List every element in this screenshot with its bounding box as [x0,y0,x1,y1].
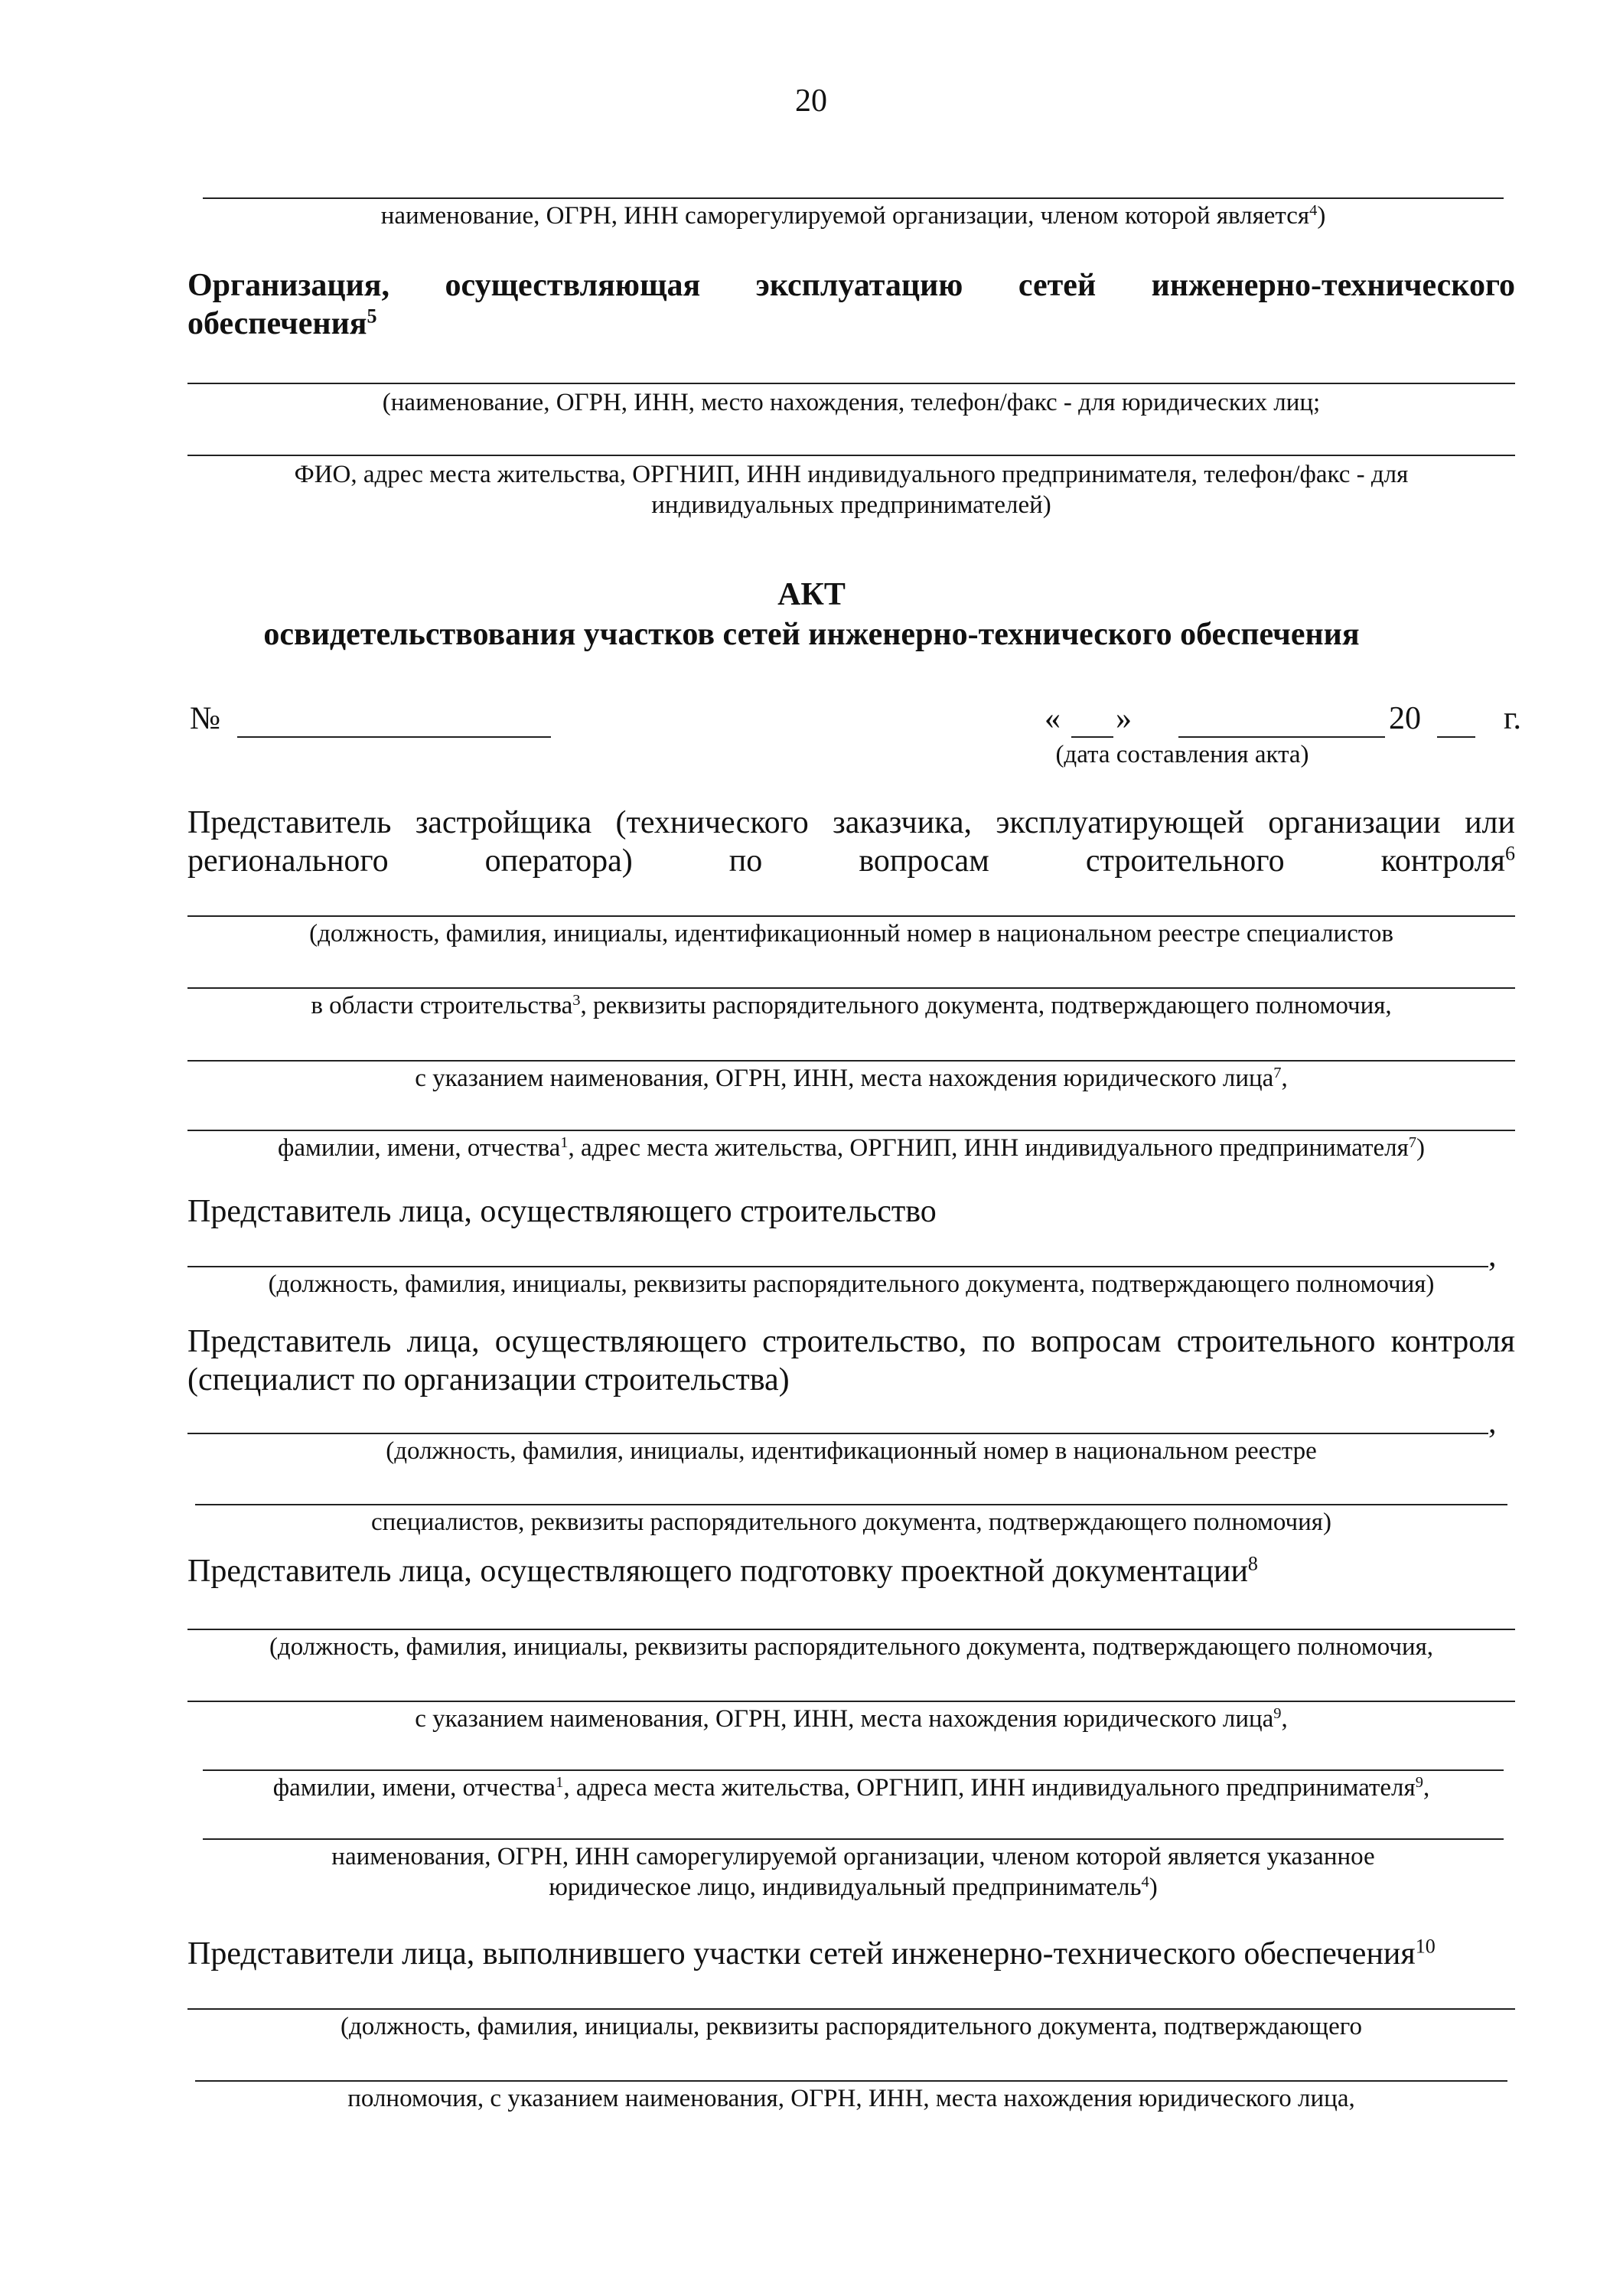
year-prefix: 20 [1389,701,1421,736]
builder-control-caption-1: (должность, фамилия, инициалы, идентификационный номер в национальном реестре [386,1437,1317,1465]
design-underline-4 [203,1838,1504,1840]
developer-underline-2 [187,987,1515,989]
performer-caption-1: (должность, фамилия, инициалы, реквизиты распорядительного документа, подтверждающего [341,2013,1362,2040]
builder-control-underline-1 [187,1433,1488,1434]
developer-underline-3 [187,1060,1515,1062]
design-underline-3 [203,1769,1504,1771]
performer-underline-1 [187,2008,1515,2010]
builder-rep-text: Представитель лица, осуществляющего строительство [187,1194,937,1229]
performer-underline-2 [195,2080,1507,2082]
sro-underline [203,197,1504,199]
design-caption-1: (должность, фамилия, инициалы, реквизиты распорядительного документа, подтверждающего полномочия, [269,1633,1434,1661]
act-number-label: № [190,701,221,736]
act-title: АКТ [777,577,846,612]
design-caption-4b: юридическое лицо, индивидуальный предприниматель$^4$) [549,1873,1158,1901]
performer-rep-text: Представители лица, выполнившего участки сетей инженерно-технического обеспечения$^{10}$ [187,1935,1436,1971]
developer-caption-4: фамилии, имени, отчества$^1$, адрес места жительства, ОРГНИП, ИНН индивидуального предпринимателя$^7$) [277,1133,1426,1162]
design-caption-3: фамилии, имени, отчества$^1$, адреса места жительства, ОРГНИП, ИНН индивидуального предпринимателя$^9$, [272,1773,1430,1802]
builder-control-rep-line1: Представитель лица, осуществляющего строительство, по вопросам строительного контроля [187,1324,1515,1359]
sro-caption: наименование, ОГРН, ИНН саморегулируемой организации, членом которой является$^4$) [380,201,1326,230]
operator-caption-2a: ФИО, адрес места жительства, ОРГНИП, ИНН индивидуального предпринимателя, телефон/факс - для [294,461,1409,488]
operator-caption-2b: индивидуальных предпринимателей) [651,491,1051,519]
developer-underline-1 [187,915,1515,917]
year-suffix: г. [1504,701,1521,736]
builder-control-comma: , [1488,1405,1497,1440]
quote-open: « [1045,701,1061,736]
developer-caption-3: с указанием наименования, ОГРН, ИНН, места нахождения юридического лица$^7$, [415,1064,1288,1092]
builder-underline [187,1266,1488,1267]
operator-heading: Организация, осуществляющая эксплуатацию сетей инженерно-технического обеспечения$^5$ [187,268,1515,341]
act-subtitle: освидетельствования участков сетей инженерно-технического обеспечения [263,617,1360,652]
builder-control-underline-2 [195,1504,1507,1505]
act-number-underline [237,736,551,738]
developer-caption-2: в области строительства$^3$, реквизиты распорядительного документа, подтверждающего полномочия, [311,991,1392,1019]
developer-caption-1: (должность, фамилия, инициалы, идентификационный номер в национальном реестре специалистов [309,920,1393,947]
performer-caption-2: полномочия, с указанием наименования, ОГРН, ИНН, места нахождения юридического лица, [347,2085,1355,2112]
design-caption-4a: наименования, ОГРН, ИНН саморегулируемой организации, членом которой является указанное [331,1843,1375,1870]
day-underline [1071,736,1113,738]
quote-close: » [1116,701,1132,736]
operator-underline-1 [187,383,1515,384]
design-caption-2: с указанием наименования, ОГРН, ИНН, места нахождения юридического лица$^9$, [415,1704,1288,1733]
design-underline-2 [187,1701,1515,1702]
year-underline [1437,736,1475,738]
operator-caption-1: (наименование, ОГРН, ИНН, место нахождения, телефон/факс - для юридических лиц; [382,389,1321,416]
design-underline-1 [187,1629,1515,1630]
date-caption: (дата составления акта) [1055,741,1309,768]
developer-underline-4 [187,1130,1515,1131]
design-rep-text: Представитель лица, осуществляющего подготовку проектной документации$^8$ [187,1552,1258,1589]
developer-rep-text: Представитель застройщика (технического заказчика, эксплуатирующей организации или регионального оператора) по вопросам строительного контроля$^6$ [187,805,1515,879]
month-underline [1178,736,1385,738]
builder-control-rep-line2: (специалист по организации строительства) [187,1362,790,1397]
page-number: 20 [795,83,827,119]
operator-underline-2 [187,455,1515,456]
builder-caption: (должность, фамилия, инициалы, реквизиты распорядительного документа, подтверждающего полномочия) [268,1270,1435,1298]
builder-comma: , [1488,1238,1497,1274]
builder-control-caption-2: специалистов, реквизиты распорядительного документа, подтверждающего полномочия) [371,1508,1331,1536]
